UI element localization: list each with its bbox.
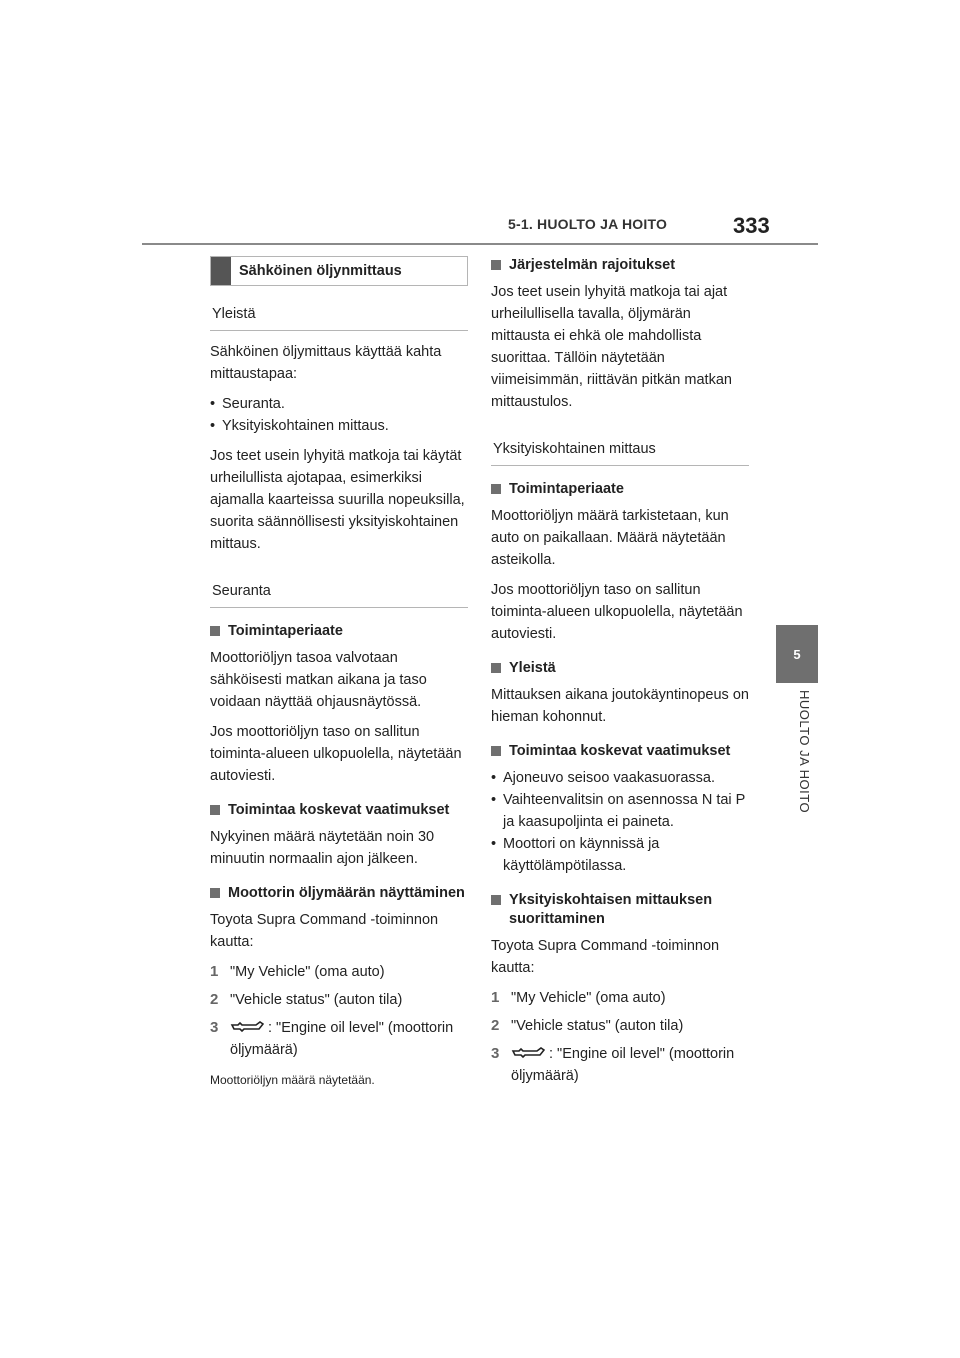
left-column — [210, 256, 468, 1097]
paragraph: Jos moottoriöljyn taso on sallitun toiminta-alueen ulkopuolella, näytetään autoviesti. — [491, 582, 743, 642]
heading: Järjestelmän rajoitukset — [491, 256, 749, 275]
subsection-general: Yleistä — [210, 296, 468, 331]
square-bullet-icon — [210, 805, 220, 815]
step-item: 2 "Vehicle status" (auton tila) — [210, 991, 403, 1008]
step-item: 3 : "Engine oil level" (moottorin öljymäärä) — [210, 1019, 454, 1058]
wrench-icon — [230, 1021, 264, 1035]
subsection-monitoring: Seuranta — [210, 573, 468, 608]
square-bullet-icon — [491, 663, 501, 673]
step-item: 3 : "Engine oil level" (moottorin öljymäärä) — [491, 1045, 735, 1084]
step-item: 2 "Vehicle status" (auton tila) — [491, 1017, 684, 1034]
section-title: Sähköinen öljynmittaus — [239, 263, 402, 279]
chapter-label: HUOLTO JA HOITO — [797, 690, 812, 814]
header-rule — [142, 243, 818, 245]
heading: Toimintaperiaate — [210, 622, 468, 641]
paragraph: Moottoriöljyn tasoa valvotaan sähköisesti matkan aikana ja taso voidaan näyttää ohjausnäytössä. — [210, 650, 427, 710]
heading: Moottorin öljymäärän näyttäminen — [210, 884, 468, 903]
section-header — [210, 256, 468, 286]
step-item: 1 "My Vehicle" (oma auto) — [210, 963, 385, 980]
page-number: 333 — [733, 213, 770, 238]
paragraph: Nykyinen määrä näytetään noin 30 minuutin normaalin ajon jälkeen. — [210, 829, 435, 867]
list-item: • Vaihteenvalitsin on asennossa N tai P ja kaasupoljinta ei paineta. — [491, 792, 746, 830]
step-item: 1 "My Vehicle" (oma auto) — [491, 989, 666, 1006]
list-item: • Seuranta. — [210, 396, 285, 412]
square-bullet-icon — [491, 484, 501, 494]
paragraph: Jos teet usein lyhyitä matkoja tai ajat urheilullisella tavalla, öljymärän mittausta ei ehkä ole mahdollista suorittaa. Tällöin näytetään viimeisimmän, riittävän pitkän matkan mittaustulos. — [491, 284, 732, 410]
square-bullet-icon — [210, 626, 220, 636]
heading: Toimintaa koskevat vaatimukset — [491, 742, 749, 761]
heading: Yksityiskohtaisen mittauksen suorittaminen — [491, 891, 749, 929]
paragraph: Moottoriöljyn määrä tarkistetaan, kun auto on paikallaan. Määrä näytetään asteikolla. — [491, 508, 729, 568]
chapter-tab: 5 — [776, 625, 818, 683]
square-bullet-icon — [210, 888, 220, 898]
paragraph: Jos moottoriöljyn taso on sallitun toiminta-alueen ulkopuolella, näytetään autoviesti. — [210, 724, 462, 784]
heading: Toimintaperiaate — [491, 480, 749, 499]
list-item: • Ajoneuvo seisoo vaakasuorassa. — [491, 770, 715, 786]
paragraph: Toyota Supra Command -toiminnon kautta: — [210, 912, 439, 950]
heading: Yleistä — [491, 659, 749, 678]
note: Moottoriöljyn määrä näytetään. — [210, 1073, 375, 1087]
square-bullet-icon — [491, 895, 501, 905]
square-bullet-icon — [491, 260, 501, 270]
paragraph: Jos teet usein lyhyitä matkoja tai käytät urheilullista ajotapaa, esimerkiksi ajamalla kaarteissa suurilla nopeuksilla, suorita säännöllisesti yksityiskohtainen mittaus. — [210, 448, 465, 552]
section-bar — [211, 257, 231, 285]
list-item: • Moottori on käynnissä ja käyttölämpötilassa. — [491, 836, 660, 874]
right-column — [491, 256, 749, 1093]
paragraph: Sähköinen öljymittaus käyttää kahta mittaustapaa: — [210, 344, 442, 382]
wrench-icon — [511, 1047, 545, 1061]
subsection-detailed: Yksityiskohtainen mittaus — [491, 431, 749, 466]
heading: Toimintaa koskevat vaatimukset — [210, 801, 468, 820]
list-item: • Yksityiskohtainen mittaus. — [210, 418, 389, 434]
paragraph: Toyota Supra Command -toiminnon kautta: — [491, 938, 720, 976]
paragraph: Mittauksen aikana joutokäyntinopeus on hieman kohonnut. — [491, 687, 749, 725]
square-bullet-icon — [491, 746, 501, 756]
running-header: 5-1. HUOLTO JA HOITO — [508, 216, 668, 232]
